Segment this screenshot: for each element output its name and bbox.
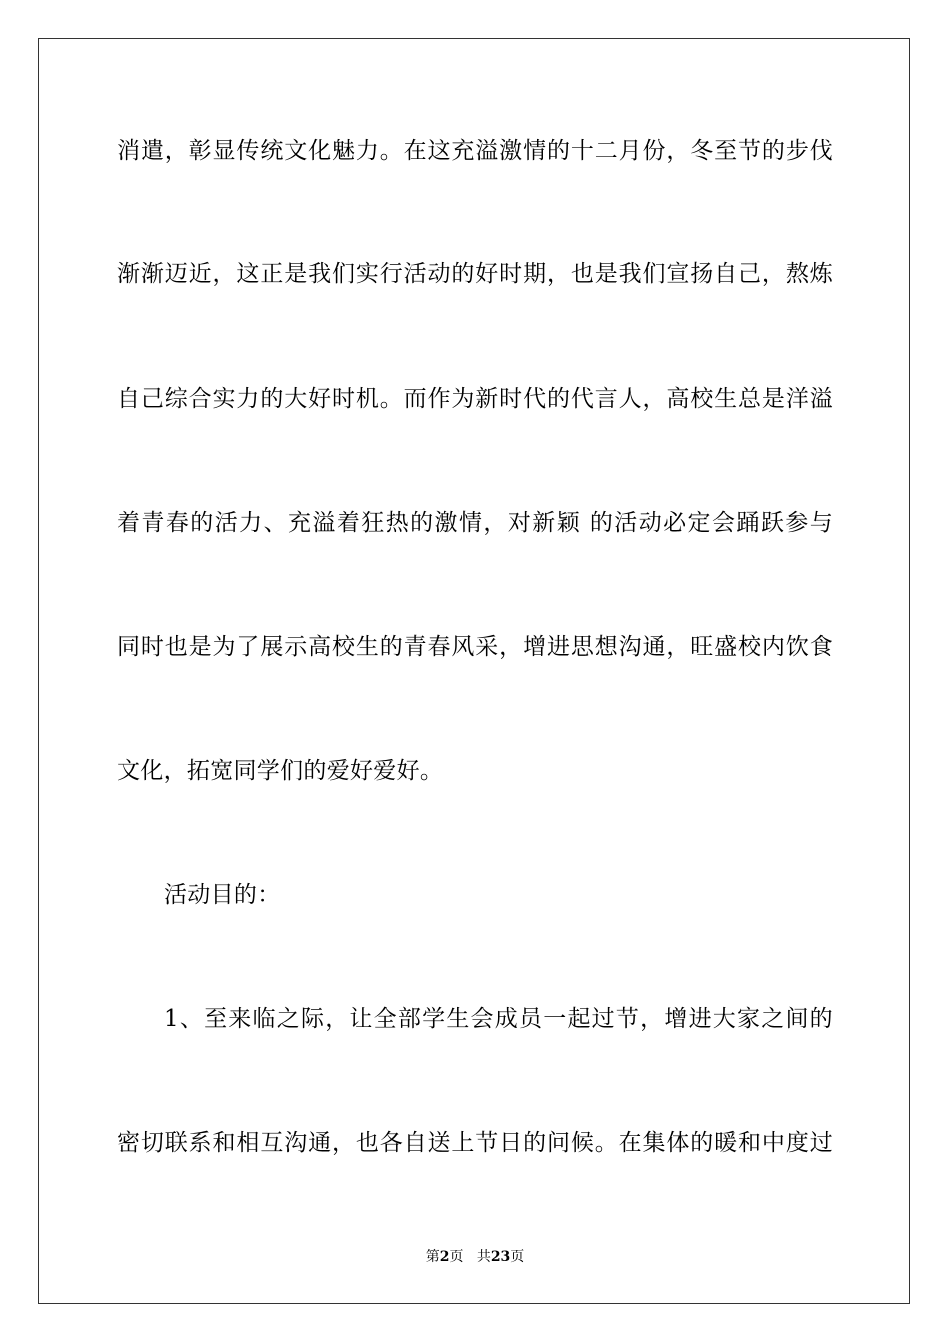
section-heading-activity-purpose: 活动目的：	[164, 882, 281, 908]
body-line-4: 着青春的活力、充溢着狂热的激情，对新颖 的活动必定会踊跃参与	[117, 510, 833, 536]
footer-total-suffix: 页	[510, 1249, 525, 1265]
footer-prefix: 第	[425, 1249, 440, 1265]
page-border	[38, 38, 910, 1304]
body-line-2: 渐渐迈近，这正是我们实行活动的好时期，也是我们宣扬自己，熬炼	[117, 261, 833, 287]
footer-total-pages: 23	[490, 1249, 511, 1265]
body-line-item-1-cont: 密切联系和相互沟通，也各自送上节日的问候。在集体的暖和中度过	[117, 1130, 833, 1156]
footer-page-number: 2	[439, 1249, 450, 1265]
footer-page-suffix: 页	[449, 1249, 464, 1265]
page-footer	[0, 1248, 950, 1266]
body-line-1: 消遣，彰显传统文化魅力。在这充溢激情的十二月份，冬至节的步伐	[117, 138, 833, 164]
body-line-3: 自己综合实力的大好时机。而作为新时代的代言人，高校生总是洋溢	[117, 386, 833, 412]
body-line-5: 同时也是为了展示高校生的青春风采，增进思想沟通，旺盛校内饮食	[117, 634, 833, 660]
body-line-6: 文化，拓宽同学们的爱好爱好。	[117, 758, 444, 784]
body-line-item-1: 1、至来临之际，让全部学生会成员一起过节，增进大家之间的	[164, 1006, 833, 1032]
footer-total-prefix: 共	[476, 1249, 491, 1265]
